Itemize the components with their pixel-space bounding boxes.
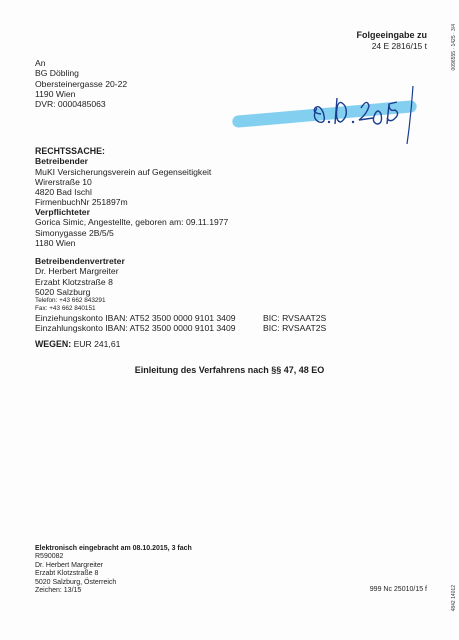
wegen-label: WEGEN: xyxy=(35,339,72,349)
recipient-line: BG Döbling xyxy=(35,68,79,79)
debtor-line: Gorica Simic, Angestellte, geboren am: 09.11.1977 xyxy=(35,217,229,228)
side-barcode-text-bottom: 4842 14012 xyxy=(451,585,457,612)
account-bic: BIC: RVSAAT2S xyxy=(263,323,327,334)
creditor-line: Wirerstraße 10 xyxy=(35,176,92,187)
header-title: Folgeeingabe zu xyxy=(356,30,427,40)
recipient-line: 1190 Wien xyxy=(35,88,76,99)
debtor-block xyxy=(35,207,228,248)
representative-line: Dr. Herbert Margreiter xyxy=(35,266,119,277)
recipient-block xyxy=(35,58,127,109)
account-bic: BIC: RVSAAT2S xyxy=(263,313,327,324)
representative-block xyxy=(35,256,326,334)
creditor-line: 4820 Bad Ischl xyxy=(35,187,92,198)
representative-phone: Telefon: +43 662 843291 xyxy=(35,297,106,305)
wegen-amount: EUR 241,61 xyxy=(73,339,121,349)
footer-submitted: Elektronisch eingebracht am 08.10.2015, 3 fach xyxy=(35,545,192,552)
account-iban: Einziehungskonto IBAN: AT52 3500 0000 9101 3409 xyxy=(35,313,236,324)
handwritten-date xyxy=(305,78,435,148)
footer-line: Zeichen: 13/15 xyxy=(35,587,82,595)
representative-fax: Fax: +43 662 840151 xyxy=(35,305,96,313)
footer-line: 5020 Salzburg, Österreich xyxy=(35,578,117,586)
debtor-label: Verpflichteter xyxy=(35,207,90,217)
footer-line: Erzabt Klotzstraße 8 xyxy=(35,570,99,578)
recipient-line: DVR: 0000485063 xyxy=(35,99,106,110)
creditor-line: MuKI Versicherungsverein auf Gegenseitigkeit xyxy=(35,166,212,177)
account-row xyxy=(35,323,326,333)
wegen-block xyxy=(35,339,120,349)
representative-line: Erzabt Klotzstraße 8 xyxy=(35,276,113,287)
header-case-ref: 24 E 2816/15 t xyxy=(371,41,427,51)
account-row xyxy=(35,313,326,323)
creditor-line: FirmenbuchNr 251897m xyxy=(35,197,128,208)
debtor-line: Simonygasse 2B/5/5 xyxy=(35,227,114,238)
proceeding-title: Einleitung des Verfahrens nach §§ 47, 48 EO xyxy=(134,365,325,375)
representative-line: 5020 Salzburg xyxy=(35,286,91,297)
recipient-line: Obersteinergasse 20-22 xyxy=(35,78,128,89)
recipient-to-label: An xyxy=(35,58,46,68)
footer-line: R590082 xyxy=(35,553,64,561)
representative-label: Betreibendenvertreter xyxy=(35,256,125,266)
footer-block xyxy=(35,545,192,595)
case-block xyxy=(35,146,211,208)
footer-right-ref: 999 Nc 25010/15 f xyxy=(369,586,427,593)
creditor-label: Betreibender xyxy=(35,156,89,167)
account-iban: Einzahlungskonto IBAN: AT52 3500 0000 9101 3409 xyxy=(35,323,236,334)
side-barcode-text-top: 0096555 · 1425 · 3/4 xyxy=(451,24,457,71)
footer-line: Dr. Herbert Margreiter xyxy=(35,561,104,569)
debtor-line: 1180 Wien xyxy=(35,237,76,248)
rechtssache-heading: RECHTSSACHE: xyxy=(35,146,105,156)
